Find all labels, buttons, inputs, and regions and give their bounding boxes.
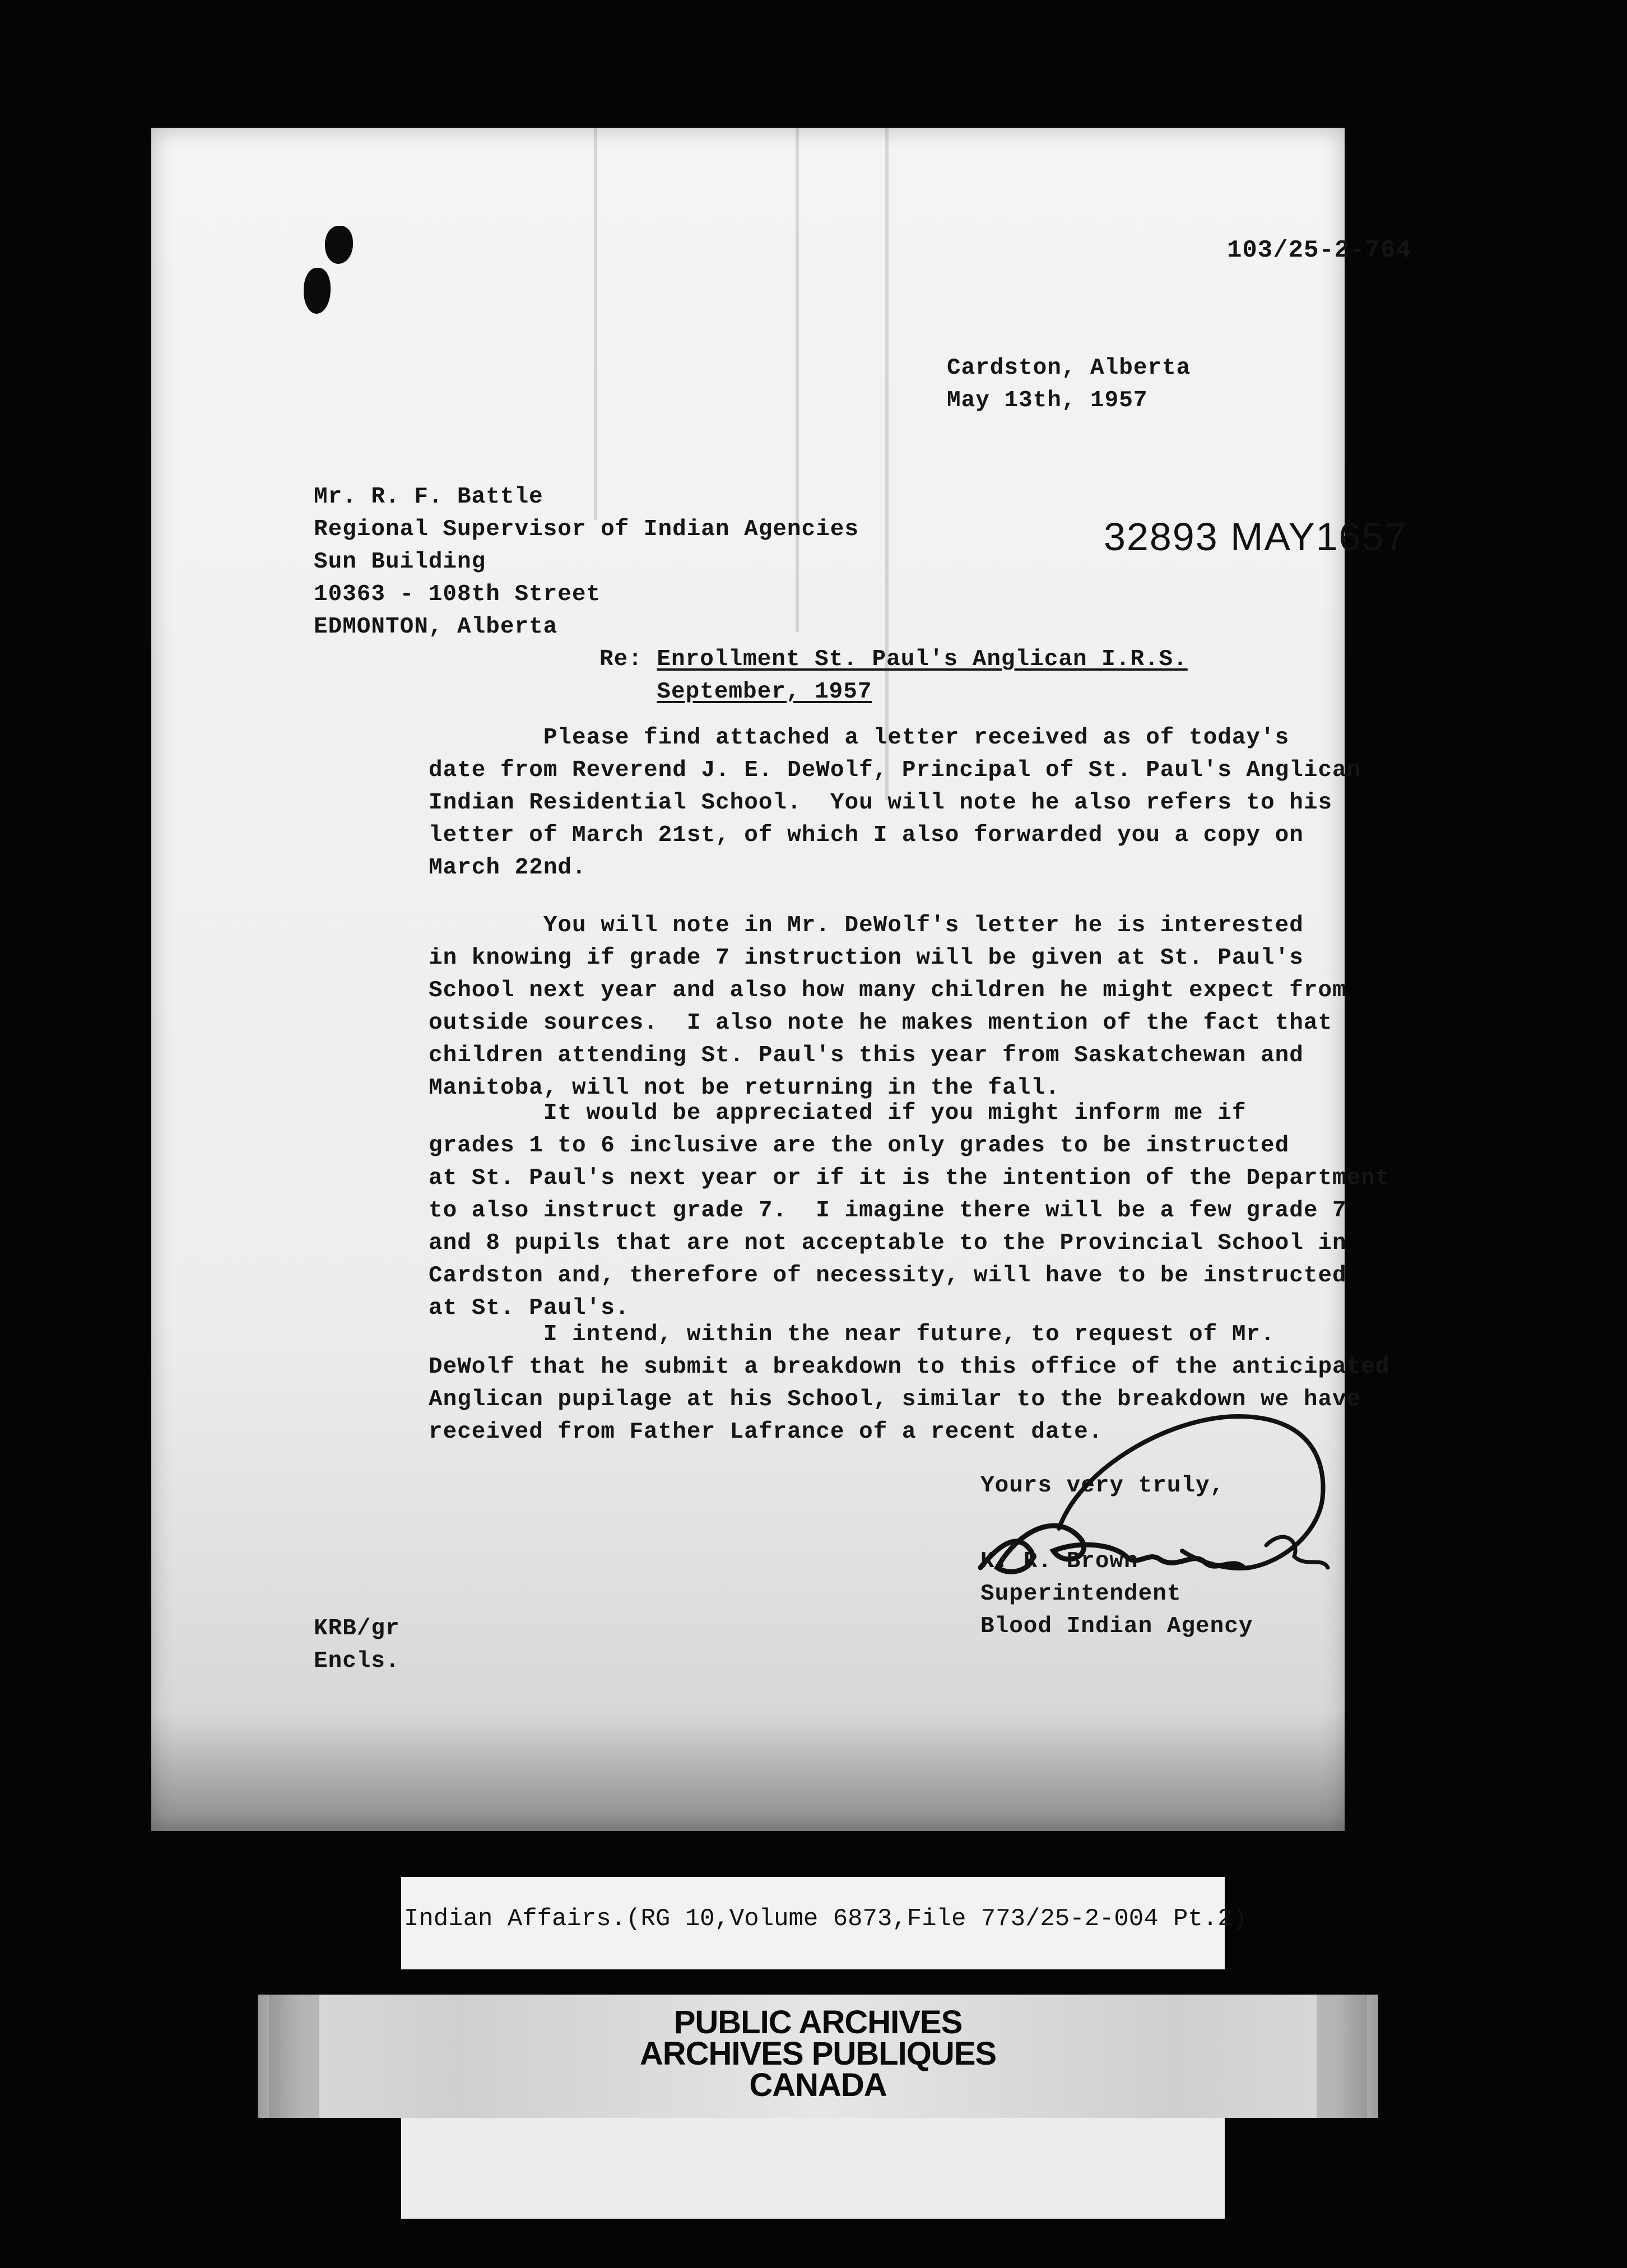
body-paragraph-4: I intend, within the near future, to request of Mr. DeWolf that he submit a breakdown to this office of the anticipated Anglican pupilage at his School, similar to the breakdown we have received from Father Lafrance of a recent date. (429, 1322, 1390, 1445)
body-paragraph-1: Please find attached a letter received as of today's date from Reverend J. E. DeWolf, Principal of St. Paul's Anglican Indian Residential School. You will note he also refers to his letter of March 21st, of which I also forwarded you a copy on March 22nd. (429, 725, 1361, 881)
signer-name: K. R. Brown (980, 1549, 1138, 1574)
body-paragraph-3: It would be appreciated if you might inform me if grades 1 to 6 inclusive are the only grades to be instructed at St. Paul's next year or if it is the intention of the Department to also instruct grade 7. I imagine there will be a few grade 7 and 8 pupils that are not acceptable to the Provincial School in Cardston and, therefore of necessity, will have to be instructed at St. Paul's. (429, 1100, 1390, 1321)
archive-citation-text: Indian Affairs.(RG 10,Volume 6873,File 773/25-2-004 Pt.2) (404, 1905, 1248, 1933)
signer-title: Superintendent (980, 1581, 1182, 1607)
archive-citation-label (401, 1877, 1248, 1969)
body-paragraph-2: You will note in Mr. DeWolf's letter he is interested in knowing if grade 7 instruction will be given at St. Paul's School next year and also how many children he might expect from outside sources. I also note he makes mention of the fact that children attending St. Paul's this year from Saskatchewan and Manitoba, will not be returning in the fall. (429, 913, 1347, 1101)
paper-streak (594, 128, 597, 520)
subject-line-2: September, 1957 (657, 679, 872, 705)
addressee-city: EDMONTON, Alberta (314, 614, 558, 640)
closing: Yours very truly, (980, 1473, 1225, 1499)
public-archives-stamp (258, 1995, 1378, 2118)
addressee-street: 10363 - 108th Street (314, 582, 601, 607)
dateline-place: Cardston, Alberta (947, 355, 1191, 381)
addressee-building: Sun Building (314, 549, 486, 575)
dateline (947, 352, 1191, 417)
enclosures-note: Encls. (314, 1648, 400, 1674)
archives-line-french: ARCHIVES PUBLIQUES (639, 2035, 997, 2072)
archives-stamp-text (258, 2004, 1378, 2103)
reference-initials (314, 1612, 400, 1677)
typist-initials: KRB/gr (314, 1616, 400, 1642)
addressee-block (314, 481, 859, 643)
dateline-date: May 13th, 1957 (947, 388, 1148, 413)
letter-page (151, 128, 1411, 1831)
addressee-name: Mr. R. F. Battle (314, 484, 543, 510)
punch-hole-top (325, 226, 353, 264)
subject-line-1: Enrollment St. Paul's Anglican I.R.S. (657, 647, 1188, 672)
addressee-title: Regional Supervisor of Indian Agencies (314, 517, 859, 542)
punch-hole-bottom (304, 268, 331, 314)
subject-label: Re: (599, 647, 643, 672)
subject-line (599, 643, 1188, 708)
archives-line-english: PUBLIC ARCHIVES (673, 2004, 963, 2041)
file-reference-number: 103/25-2-764 (1227, 236, 1411, 264)
archives-line-country: CANADA (749, 2067, 887, 2103)
received-stamp: 32893 MAY1657 (1104, 515, 1408, 559)
signature-block (980, 1545, 1253, 1643)
signer-agency: Blood Indian Agency (980, 1614, 1253, 1639)
label-card-lower (401, 2118, 1225, 2219)
